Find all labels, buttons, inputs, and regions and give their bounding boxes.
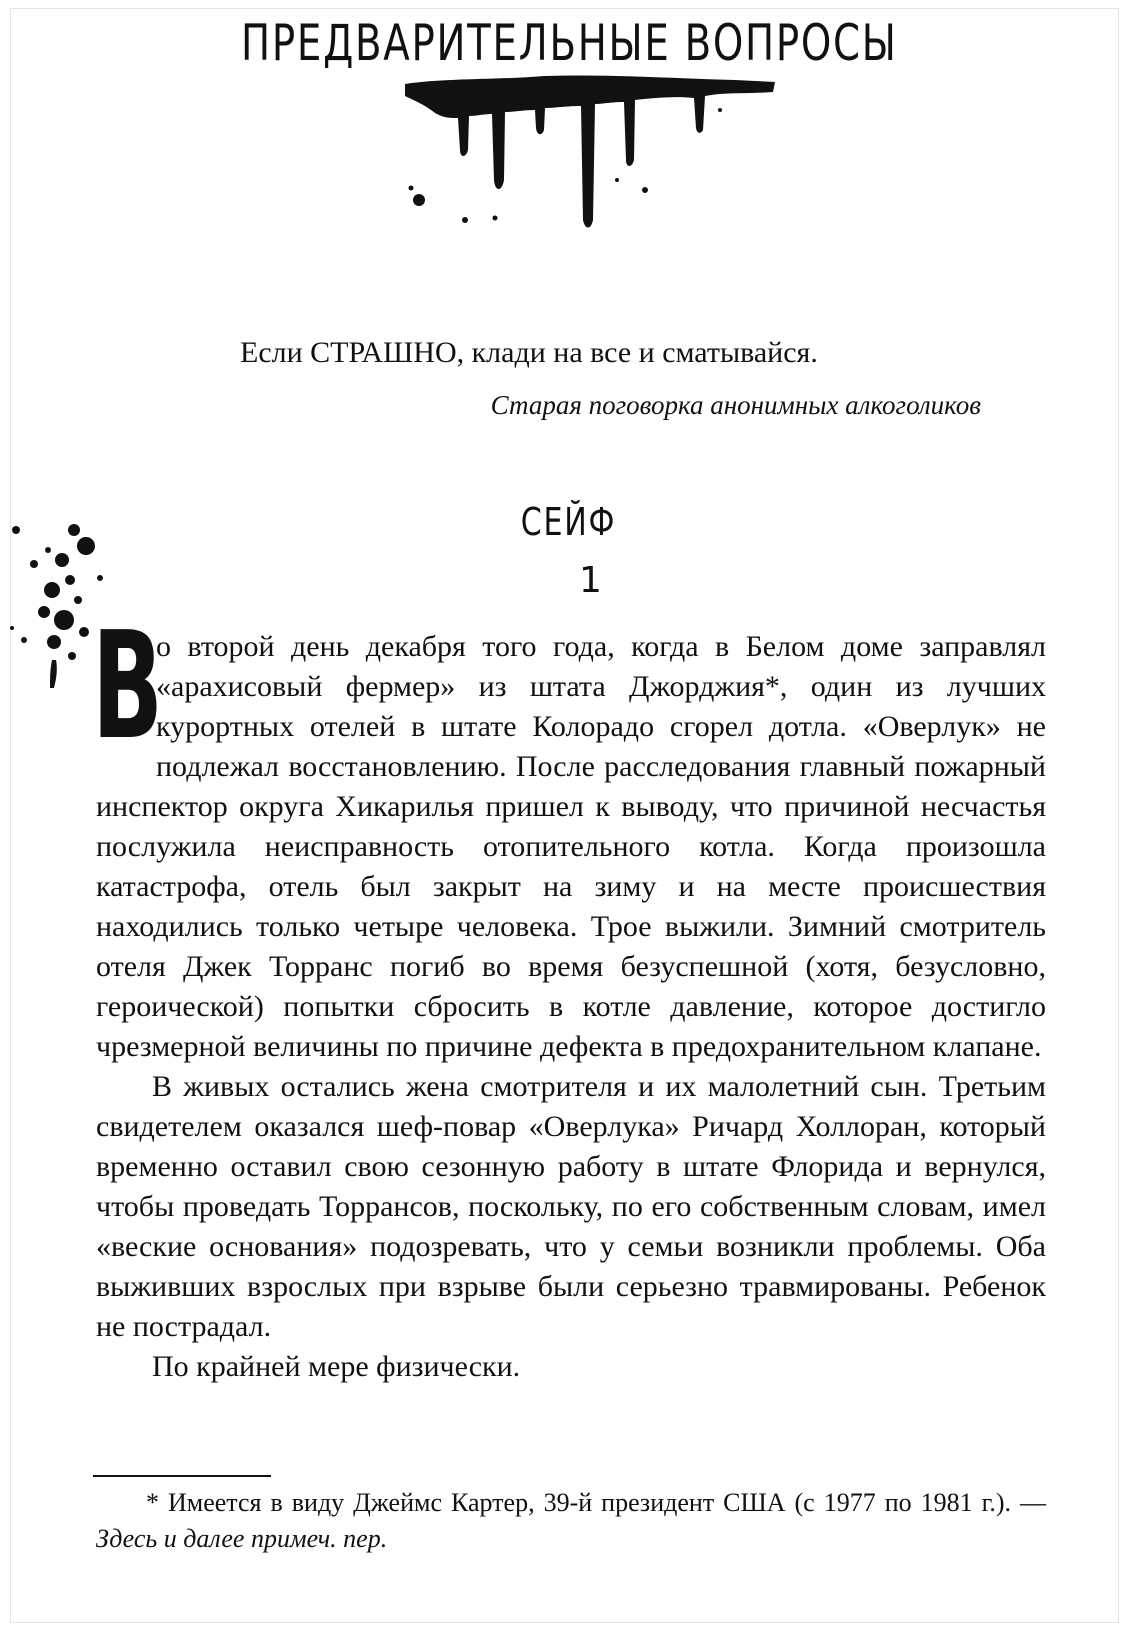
part-title: ПРЕДВАРИТЕЛЬНЫЕ ВОПРОСЫ: [241, 14, 898, 72]
epigraph-text: Если СТРАШНО, клади на все и сматывайся.: [240, 336, 818, 369]
footnote-text: * Имеется в виду Джеймс Картер, 39-й президент США (с 1977 по 1981 г.). —: [146, 1488, 1046, 1517]
ink-drip-decoration: [405, 70, 775, 240]
paragraph-2: В живых остались жена смотрителя и их малолетний сын. Третьим свидетелем оказался шеф-повар «Оверлука» Ричард Холлоран, который временно оставил свою сезонную работу в штате Флорида и вернулся, чтобы проведать Торрансов, поскольку, по его собственным словам, имел «веские основания» подозревать, что у семьи возникли проблемы. Оба выживших взрослых при взрыве были серьезно травмированы. Ребенок не пострадал.: [96, 1070, 1046, 1343]
footnote-note: Здесь и далее примеч. пер.: [96, 1524, 388, 1553]
paragraph-1: [92, 600, 1046, 1067]
footnote: [96, 1485, 1046, 1557]
section-title: СЕЙФ: [520, 500, 617, 544]
paragraph-3: По крайней мере физически.: [152, 1350, 521, 1383]
paragraph-1-text: о второй день декабря того года, когда в Белом доме заправлял «арахисовый фермер» из штата Джорджия*, один из лучших курортных отелей в штате Колорадо сгорел дотла. «Оверлук» не подлежал восстановлению. После расследования главный пожарный инспектор округа Хикарилья пришел к выводу, что причиной несчастья послужила неисправность отопительного котла. Когда произошла катастрофа, отель был закрыт на зиму и на месте происшествия находились только четыре человека. Трое выжили. Зимний смотритель отеля Джек Торранс погиб во время безуспешной (хотя, безусловно, героической) попытки сбросить в котле давление, которое достигло чрезмерной величины по причине дефекта в предохранительном клапане.: [96, 630, 1046, 1063]
chapter-number: 1: [579, 560, 602, 601]
drop-cap: В: [92, 600, 164, 772]
footnote-divider: [93, 1475, 271, 1477]
chapter-body: [92, 600, 1046, 1387]
epigraph-source: Старая поговорка анонимных алкоголиков: [490, 390, 981, 420]
